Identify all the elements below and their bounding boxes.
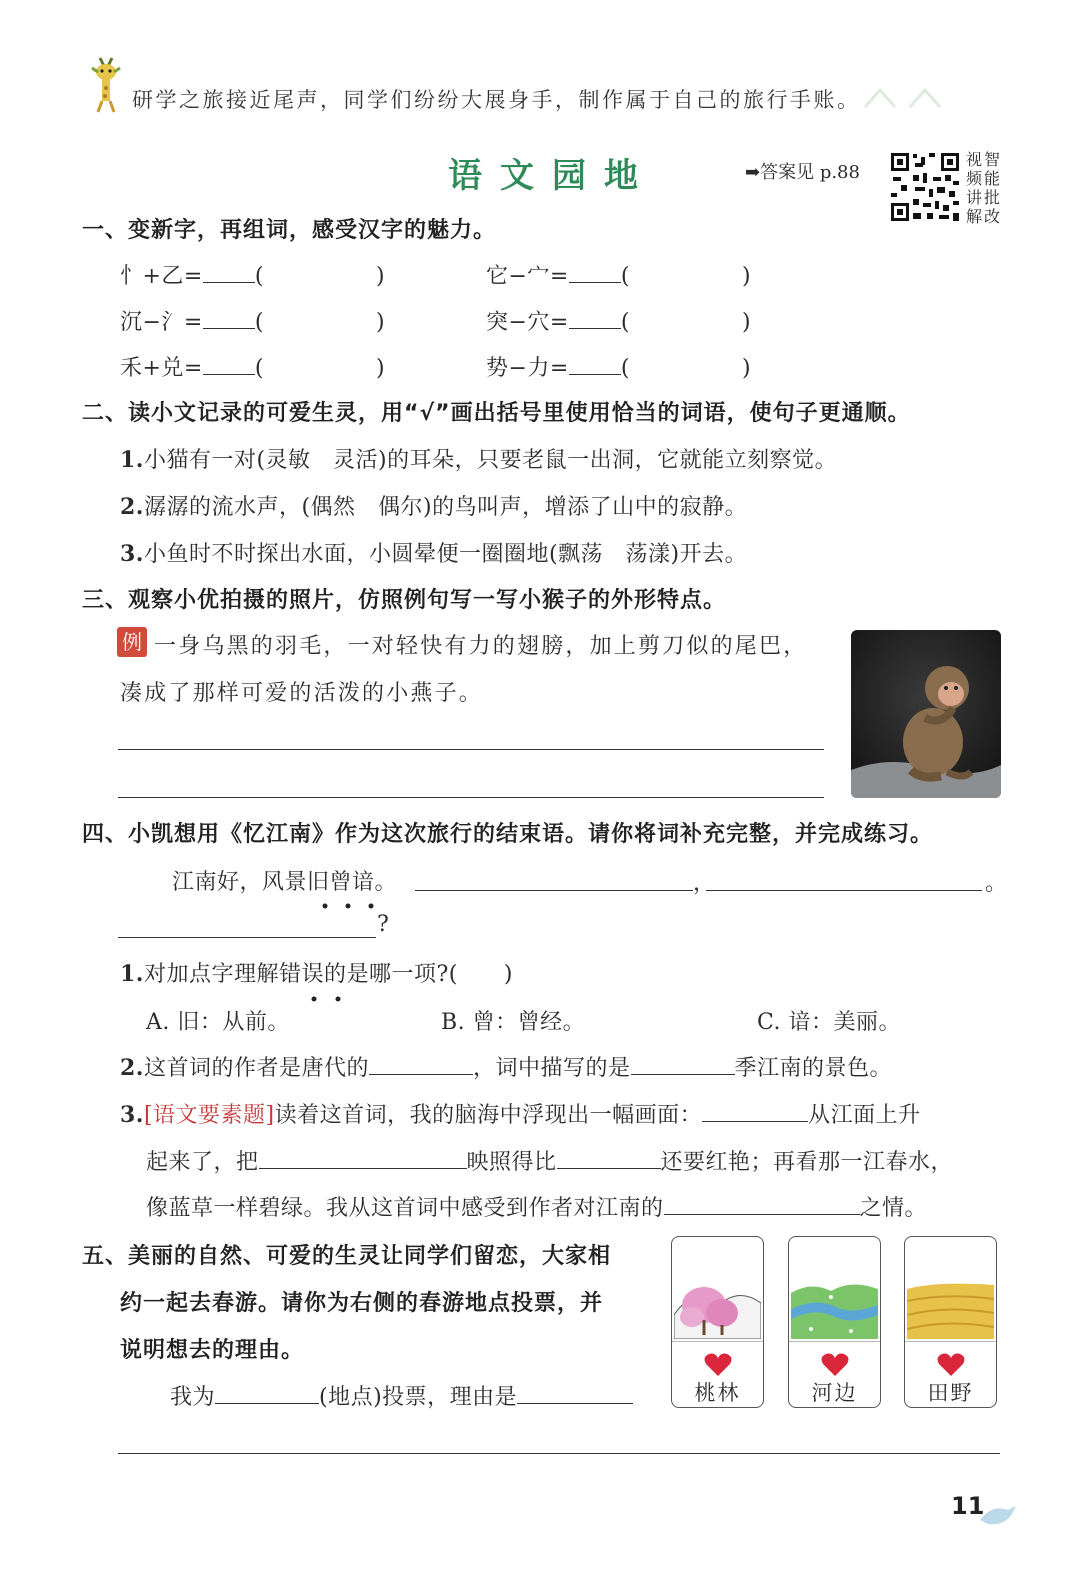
vote-card-peach-grove[interactable] xyxy=(671,1236,764,1408)
word-blank[interactable] xyxy=(264,263,376,283)
header-decoration xyxy=(860,82,950,112)
word-blank[interactable] xyxy=(630,309,742,329)
example-tag: 例 xyxy=(117,627,147,657)
card-label: 田野 xyxy=(927,1381,974,1405)
header-intro: 研学之旅接近尾声，同学们纷纷大展身手，制作属于自己的旅行手账。 xyxy=(132,88,861,112)
card-divider xyxy=(672,1341,763,1342)
poem-blank-2[interactable] xyxy=(706,890,982,891)
word-blank[interactable] xyxy=(630,263,742,283)
q1-heading: 一、变新字，再组词，感受汉字的魅力。 xyxy=(82,218,497,243)
q4-sub3-line3: 像蓝草一样碧绿。我从这首词中感受到作者对江南的 之情。 xyxy=(146,1196,928,1221)
monkey-photo xyxy=(851,630,1001,798)
author-blank[interactable] xyxy=(369,1054,473,1075)
compare-blank[interactable] xyxy=(557,1148,661,1169)
option-a[interactable]: A. 旧：从前。 xyxy=(146,1010,290,1035)
q1-item: 忄+乙= ( ) xyxy=(120,264,386,289)
q2-item[interactable]: 3.小鱼时不时探出水面，小圆晕便一圈圈地(飘荡 荡漾)开去。 xyxy=(120,541,748,567)
word-blank[interactable] xyxy=(264,355,376,375)
q1-item: 沉−氵= ( ) xyxy=(120,310,386,335)
q1-item: 它−宀= ( ) xyxy=(486,264,752,289)
poem-comma: ， xyxy=(693,871,716,896)
q1-item: 禾+兑= ( ) xyxy=(120,356,386,381)
poem-period: 。 xyxy=(985,871,1008,896)
riverside-illustration xyxy=(791,1275,878,1339)
heart-icon[interactable] xyxy=(821,1353,849,1377)
feeling-blank[interactable] xyxy=(664,1194,860,1215)
emphasis-dots xyxy=(321,894,381,900)
q5-heading-line1: 五、美丽的自然、可爱的生灵让同学们留恋，大家相 xyxy=(82,1244,612,1269)
word-blank[interactable] xyxy=(264,309,376,329)
writing-line[interactable] xyxy=(118,797,824,798)
q2-item[interactable]: 1.小猫有一对(灵敏 灵活)的耳朵，只要老鼠一出洞，它就能立刻察觉。 xyxy=(120,447,838,473)
poem-line xyxy=(172,865,397,896)
option-c[interactable]: C. 谙：美丽。 xyxy=(757,1010,902,1035)
q1-item: 突−穴= ( ) xyxy=(486,310,752,335)
poem-blank-3[interactable] xyxy=(118,937,376,938)
card-label: 桃林 xyxy=(694,1381,741,1405)
emphasis-dots xyxy=(309,987,349,993)
peach-grove-illustration xyxy=(674,1275,761,1339)
reason-writing-line[interactable] xyxy=(118,1453,1000,1454)
q4-sub2: 2.这首词的作者是唐代的 ，词中描写的是 季江南的景色。 xyxy=(120,1055,893,1081)
answer-blank[interactable] xyxy=(569,262,621,283)
heart-icon[interactable] xyxy=(937,1353,965,1377)
giraffe-mascot-icon xyxy=(86,52,126,114)
q4-sub1: 1.对加点字理解错误的是哪一项?( ) xyxy=(120,961,513,987)
poem-prefix: 江南好，风景旧曾谙。 xyxy=(172,870,398,895)
vote-sentence: 我为 (地点)投票，理由是 xyxy=(170,1380,633,1411)
answer-ref-text: 答案见 p.88 xyxy=(760,162,860,183)
q2-heading: 二、读小文记录的可爱生灵，用“√”画出括号里使用恰当的词语，使句子更通顺。 xyxy=(82,401,911,426)
card-divider xyxy=(789,1341,880,1342)
scene-blank[interactable] xyxy=(702,1101,808,1122)
page-number: 11 xyxy=(951,1492,985,1520)
qr-code[interactable] xyxy=(889,151,961,223)
answer-blank[interactable] xyxy=(569,308,621,329)
q5-heading-line3: 说明想去的理由。 xyxy=(120,1338,305,1363)
answer-reference xyxy=(745,158,860,184)
answer-blank[interactable] xyxy=(569,354,621,375)
page-title: 语文园地 xyxy=(448,156,656,196)
dolphin-icon xyxy=(978,1500,1018,1530)
writing-line[interactable] xyxy=(118,749,824,750)
card-divider xyxy=(905,1341,996,1342)
q4-sub3-line1: 3.[语文要素题]读着这首词，我的脑海中浮现出一幅画面： 从江面上升 xyxy=(120,1102,921,1128)
object-blank[interactable] xyxy=(259,1148,467,1169)
q1-item: 势−力= ( ) xyxy=(486,356,752,381)
fields-illustration xyxy=(907,1275,994,1339)
q5-heading-line2: 约一起去春游。请你为右侧的春游地点投票，并 xyxy=(120,1291,604,1316)
q4-sub3-line2: 起来了，把 映照得比 还要红艳；再看那一江春水， xyxy=(146,1150,954,1175)
poem-question-mark: ? xyxy=(377,912,390,937)
q3-heading: 三、观察小优拍摄的照片，仿照例句写一写小猴子的外形特点。 xyxy=(82,588,727,613)
card-label: 河边 xyxy=(811,1381,858,1405)
season-blank[interactable] xyxy=(631,1054,735,1075)
q4-heading: 四、小凯想用《忆江南》作为这次旅行的结束语。请你将词补充完整，并完成练习。 xyxy=(82,822,934,847)
key-element-tag: [语文要素题] xyxy=(143,1103,275,1128)
vote-card-fields[interactable] xyxy=(904,1236,997,1408)
answer-blank[interactable] xyxy=(203,262,255,283)
option-b[interactable]: B. 曾：曾经。 xyxy=(441,1010,586,1035)
poem-blank-1[interactable] xyxy=(415,890,693,891)
reason-blank[interactable] xyxy=(517,1383,633,1404)
place-blank[interactable] xyxy=(215,1383,319,1404)
qr-caption: 视 智 频 能 讲 批 解 改 xyxy=(966,150,1001,226)
answer-blank[interactable] xyxy=(203,308,255,329)
example-line-2: 凑成了那样可爱的活泼的小燕子。 xyxy=(120,681,484,706)
heart-icon[interactable] xyxy=(704,1353,732,1377)
vote-card-riverside[interactable] xyxy=(788,1236,881,1408)
word-blank[interactable] xyxy=(630,355,742,375)
example-line-1: 一身乌黑的羽毛，一对轻快有力的翅膀，加上剪刀似的尾巴， xyxy=(154,634,808,659)
arrow-right-icon: ➡ xyxy=(745,162,761,183)
choice-blank[interactable] xyxy=(458,961,504,981)
q2-item[interactable]: 2.潺潺的流水声，(偶然 偶尔)的鸟叫声，增添了山中的寂静。 xyxy=(120,494,748,520)
answer-blank[interactable] xyxy=(203,354,255,375)
